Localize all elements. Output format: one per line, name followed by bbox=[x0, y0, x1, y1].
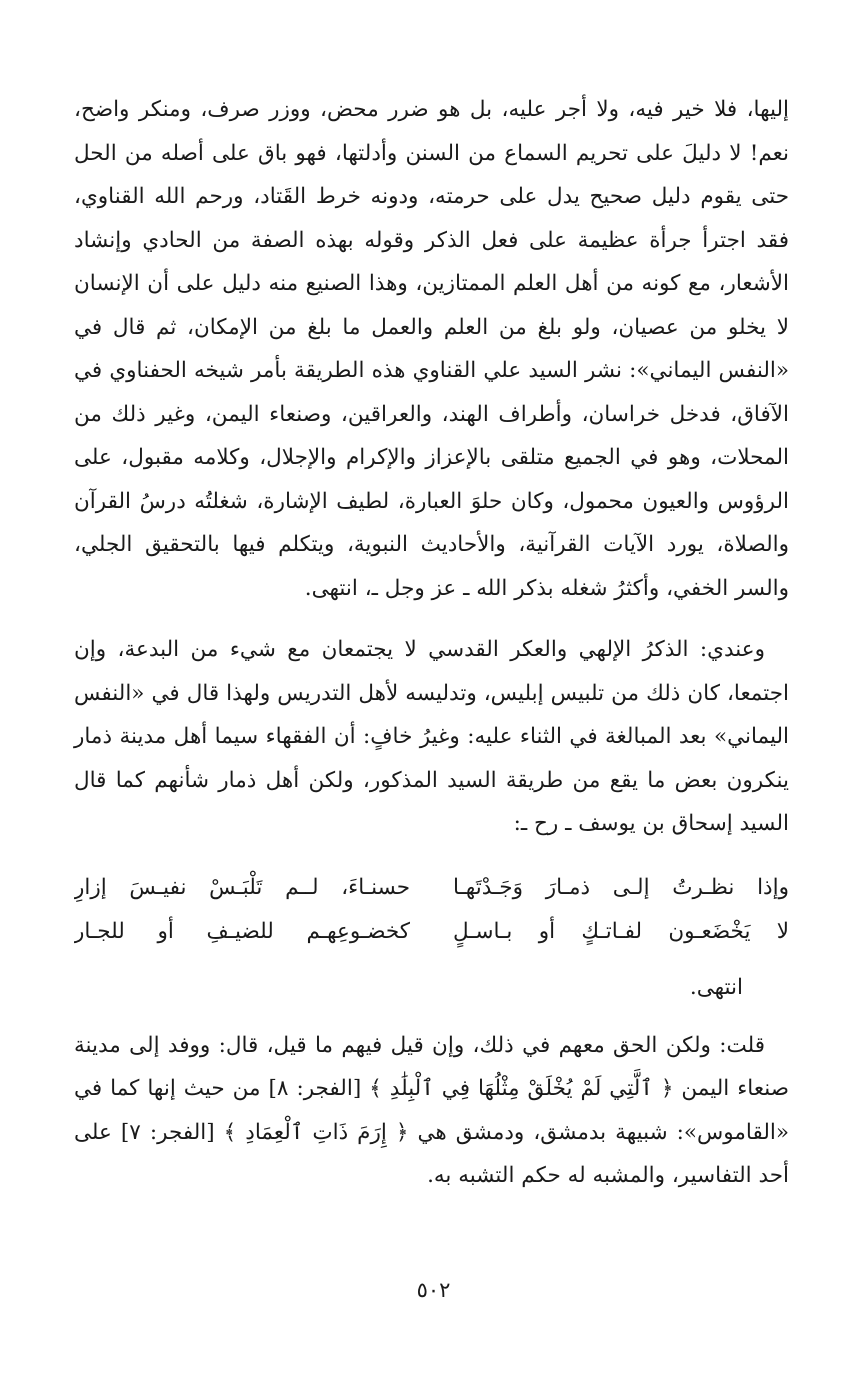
poem-end-note: انتهى. bbox=[689, 974, 743, 1000]
page-body bbox=[74, 88, 789, 1198]
poem-verse-1-first-hemistich: وإذا نظـرتُ إلـى ذمـارَ وَجَـدْتَهـا bbox=[452, 874, 789, 900]
poem-block bbox=[74, 866, 789, 954]
poem-verse-2-first-hemistich: لا يَخْضَعـون لفـاتـكٍ أو بـاسـلٍ bbox=[452, 918, 789, 944]
page-number: ٥٠٢ bbox=[416, 1278, 451, 1302]
body-paragraph-2: وعندي: الذكرُ الإلهي والعكر القدسي لا يجتمعان مع شيء من البدعة، وإن اجتمعا، كان ذلك من تلبيس إبليس، وتدليسه لأهل التدريس ولهذا قال في «النفس اليماني» بعد المبالغة في الثناء عليه: وغيرُ خافٍ: أن الفقهاء سيما أهل مدينة ذمار ينكرون بعض ما يقع من طريقة السيد المذكور، ولكن أهل ذمار شأنهم كما قال السيد إسحاق بن يوسف ـ رح ـ: bbox=[74, 637, 789, 836]
poem-verse-2-second-hemistich: كخضـوعِهـم للضيـفِ أو للجـار bbox=[74, 918, 411, 944]
poem-verse-1-second-hemistich: حسنـاءَ، لــم تَلْبَـسْ نفيـسَ إزارِ bbox=[74, 874, 411, 900]
poem-verse-1 bbox=[74, 866, 789, 910]
closing-paragraph: قلت: ولكن الحق معهم في ذلك، وإن قيل فيهم ما قيل، قال: ووفد إلى مدينة صنعاء اليمن ﴿ ٱلَّتِي لَمْ يُخْلَقْ مِثْلُهَا فِي ٱلْبِلَٰدِ ﴾ [الفجر: ٨] من حيث إنها كما في «القاموس»: شبيهة بدمشق، ودمشق هي ﴿ إِرَمَ ذَاتِ ٱلْعِمَادِ ﴾ [الفجر: ٧] على أحد التفاسير، والمشبه له حكم التشبه به. bbox=[74, 1032, 789, 1188]
body-paragraph-1: إليها، فلا خير فيه، ولا أجر عليه، بل هو ضرر محض، ووزر صرف، ومنكر واضح، نعم! لا دليلَ على تحريم السماع من السنن وأدلتها، فهو باق على أصله من الحل حتى يقوم دليل صحيح يدل على حرمته، ودونه خرط القَتاد، ورحم الله القناوي، فقد اجترأ جرأة عظيمة على فعل الذكر وقوله بهذه الصفة من الحادي وإنشاد الأشعار، مع كونه من أهل العلم الممتازين، وهذا الصنيع منه دليل على أن الإنسان لا يخلو من عصيان، ولو بلغ من العلم والعمل ما بلغ من الإمكان، ثم قال في «النفس اليماني»: نشر السيد علي القناوي هذه الطريقة بأمر شيخه الحفناوي في الآفاق، فدخل خراسان، وأطراف الهند، والعراقين، وصنعاء اليمن، وغير ذلك من المحلات، وهو في الجميع متلقى بالإعزاز والإكرام والإجلال، وكلامه مقبول، على الرؤوس والعيون محمول، وكان حلوَ العبارة، لطيف الإشارة، شغلتُه درسُ القرآن والصلاة، يورد الآيات القرآنية، والأحاديث النبوية، ويتكلم فيها بالتحقيق الجلي، والسر الخفي، وأكثرُ شغله بذكر الله ـ عز وجل ـ، انتهى. bbox=[74, 97, 789, 601]
poem-verse-2 bbox=[74, 910, 789, 954]
